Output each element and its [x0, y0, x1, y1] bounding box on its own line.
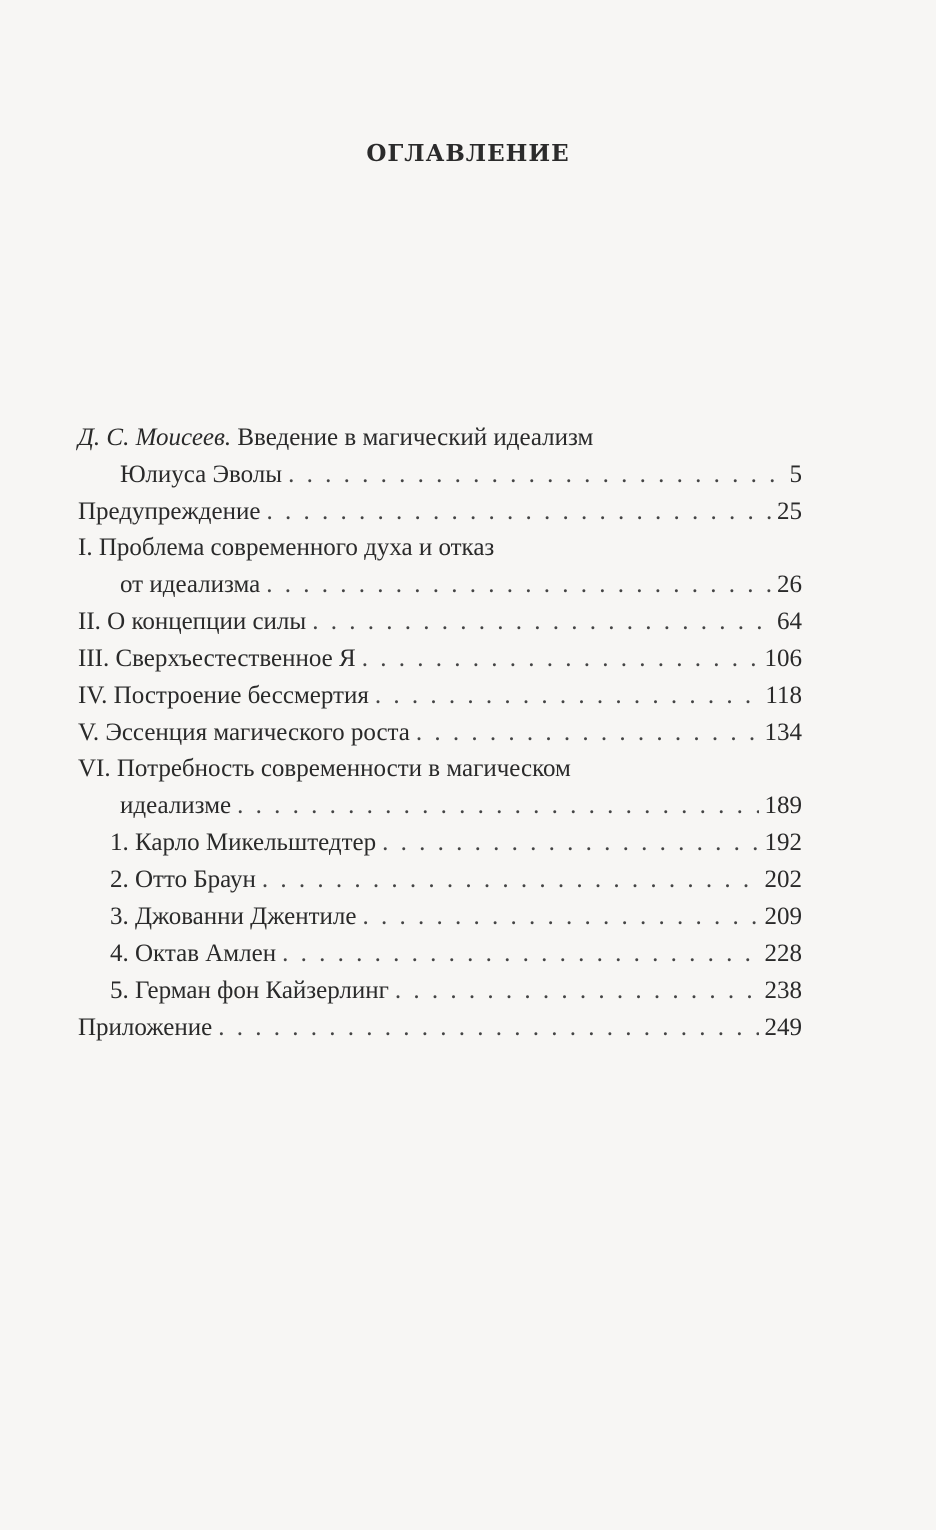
toc-entry-title: II. О концепции силы [78, 608, 307, 635]
toc-entry-chapter-6[interactable] [78, 751, 802, 824]
toc-entry-chapter-5[interactable] [78, 714, 802, 751]
toc-entry-line [110, 935, 802, 972]
toc-entry-line [78, 714, 802, 751]
toc-entry-title-continued: Юлиуса Эволы [120, 461, 283, 488]
toc-entry-title: IV. Построение бессмертия [78, 682, 369, 709]
dot-leader [416, 714, 759, 751]
toc-entry-title: 2. Отто Браун [110, 866, 256, 893]
dot-leader [312, 603, 771, 640]
dot-leader [282, 935, 758, 972]
toc-entry-line [78, 751, 802, 787]
toc-entry-title: V. Эссенция магического роста [78, 719, 410, 746]
toc-entry-warning[interactable] [78, 493, 802, 530]
dot-leader [237, 787, 758, 824]
toc-entry-line [78, 493, 802, 530]
toc-entry-line [78, 787, 802, 824]
toc-entry-section-6-1[interactable] [78, 824, 802, 861]
toc-entry-appendix[interactable] [78, 1009, 802, 1046]
toc-entry-section-6-3[interactable] [78, 898, 802, 935]
toc-entry-title: 4. Октав Амлен [110, 940, 277, 967]
toc-entry-line [110, 861, 802, 898]
toc-entry-page: 5 [789, 461, 802, 488]
toc-entry-page: 192 [764, 829, 802, 856]
toc-entry-title: 3. Джованни Джентиле [110, 903, 357, 930]
dot-leader [395, 972, 759, 1009]
toc-entry-line [78, 456, 802, 493]
toc-entry-line [78, 1009, 802, 1046]
dot-leader [362, 640, 759, 677]
toc-entry-page: 238 [764, 977, 802, 1004]
toc-entry-line [110, 824, 802, 861]
toc-entry-title: III. Сверхъестественное Я [78, 645, 356, 672]
toc-entry-title-continued: идеализме [120, 792, 232, 819]
toc-entry-introduction[interactable] [78, 420, 802, 493]
table-of-contents [78, 420, 802, 1046]
dot-leader [266, 566, 771, 603]
toc-entry-title: Предупреждение [78, 498, 261, 525]
toc-entry-chapter-3[interactable] [78, 640, 802, 677]
toc-entry-line [78, 677, 802, 714]
toc-entry-line [110, 972, 802, 1009]
toc-entry-title-text: Введение в магический идеализм [231, 424, 594, 451]
toc-entry-line [78, 566, 802, 603]
dot-leader [218, 1009, 758, 1046]
toc-entry-title [78, 420, 593, 456]
toc-entry-chapter-1[interactable] [78, 530, 802, 603]
dot-leader [363, 898, 759, 935]
toc-entry-line [78, 420, 802, 456]
dot-leader [262, 861, 759, 898]
toc-entry-page: 64 [777, 608, 802, 635]
toc-entry-line [78, 603, 802, 640]
toc-entry-title: 1. Карло Микельштедтер [110, 829, 377, 856]
toc-entry-page: 189 [764, 792, 802, 819]
toc-entry-line [78, 530, 802, 566]
toc-entry-page: 202 [764, 866, 802, 893]
toc-entry-page: 106 [764, 645, 802, 672]
toc-entry-page: 134 [764, 719, 802, 746]
toc-entry-author: Д. С. Моисеев. [78, 424, 232, 451]
toc-entry-page: 25 [777, 498, 802, 525]
toc-entry-title-continued: от идеализма [120, 571, 261, 598]
toc-entry-title: VI. Потребность современности в магическом [78, 755, 571, 782]
toc-entry-title: Приложение [78, 1014, 213, 1041]
toc-entry-page: 249 [764, 1014, 802, 1041]
toc-entry-page: 228 [764, 940, 802, 967]
toc-entry-page: 209 [764, 903, 802, 930]
page-title: ОГЛАВЛЕНИЕ [366, 140, 570, 167]
toc-entry-page: 118 [765, 682, 802, 709]
toc-entry-chapter-2[interactable] [78, 603, 802, 640]
dot-leader [375, 677, 760, 714]
toc-entry-title: 5. Герман фон Кайзерлинг [110, 977, 389, 1004]
toc-entry-section-6-5[interactable] [78, 972, 802, 1009]
toc-entry-title: I. Проблема современного духа и отказ [78, 534, 495, 561]
toc-entry-chapter-4[interactable] [78, 677, 802, 714]
dot-leader [382, 824, 758, 861]
dot-leader [288, 456, 783, 493]
toc-entry-section-6-2[interactable] [78, 861, 802, 898]
toc-entry-line [110, 898, 802, 935]
dot-leader [266, 493, 771, 530]
toc-entry-line [78, 640, 802, 677]
toc-entry-page: 26 [777, 571, 802, 598]
toc-entry-section-6-4[interactable] [78, 935, 802, 972]
